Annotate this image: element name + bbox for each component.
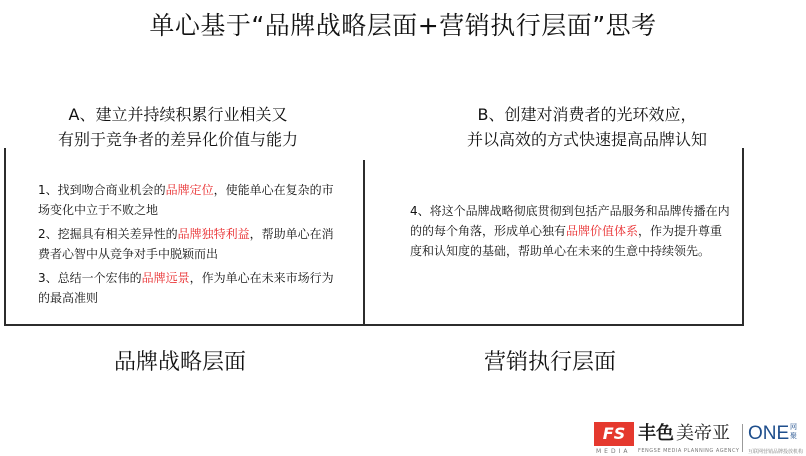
item-text: 2、挖掘具有相关差异性的 (38, 227, 178, 241)
item-text: ，帮助单心在消费者心智中从竞争对手中脱颖而出 (38, 227, 334, 261)
one-logo: ONE (748, 423, 790, 444)
section-b-heading-line2: 并以高效的方式快速提高品牌认知 (466, 130, 707, 149)
section-a-list (38, 180, 338, 312)
page-title: 单心基于“品牌战略层面+营销执行层面”思考 (149, 11, 657, 40)
brand-logo-bar (594, 422, 806, 456)
highlight-text: 品牌价值体系 (566, 224, 639, 238)
frame-bottom-border (4, 324, 744, 326)
item-text: ，作为提升尊重度和认知度的基础，帮助单心在未来的生意中持续领先。 (410, 224, 723, 258)
frame-left-border (4, 148, 6, 326)
item-text: 3、总结一个宏伟的 (38, 271, 142, 285)
one-logo-sub: 网聚 (790, 423, 797, 440)
highlight-text: 品牌独特利益 (177, 227, 250, 241)
brand-name-en: FENGSE MEDIA PLANNING AGENCY (638, 448, 740, 454)
frame-right-border (742, 148, 744, 326)
item-text: 1、找到吻合商业机会的 (38, 183, 166, 197)
section-b-footer-label: 营销执行层面 (483, 350, 616, 375)
item-text: ，作为单心在未来市场行为的最高准则 (38, 271, 334, 305)
list-item (38, 180, 338, 220)
brand-name-cn-1: 丰色 (638, 423, 674, 444)
section-a-heading-line1: A、建立并持续积累行业相关又 (68, 105, 288, 124)
list-item (38, 268, 338, 308)
section-a-heading (8, 102, 348, 152)
fs-logo-media-text: MEDIA (596, 448, 631, 455)
section-b-heading (372, 102, 802, 152)
item-text: ，使能单心在复杂的市场变化中立于不败之地 (38, 183, 334, 217)
highlight-text: 品牌定位 (165, 183, 214, 197)
brand-divider (742, 424, 743, 452)
brand-name-cn-2: 美帝亚 (676, 423, 730, 444)
frame-center-divider (363, 160, 365, 326)
list-item (410, 201, 730, 261)
section-a-footer-label: 品牌战略层面 (113, 350, 246, 375)
one-logo-tagline: 互联网营销品牌投放机构 (748, 449, 804, 455)
item-text: 4、将这个品牌战略彻底贯彻到包括产品服务和品牌传播在内的的每个角落，形成单心独有 (410, 204, 730, 238)
section-b-heading-line1: B、创建对消费者的光环效应， (477, 105, 697, 124)
list-item (38, 224, 338, 264)
fs-logo-icon: FS (594, 422, 634, 446)
highlight-text: 品牌远景 (141, 271, 190, 285)
section-b-list (410, 201, 730, 261)
section-a-heading-line2: 有别于竞争者的差异化价值与能力 (57, 130, 298, 149)
